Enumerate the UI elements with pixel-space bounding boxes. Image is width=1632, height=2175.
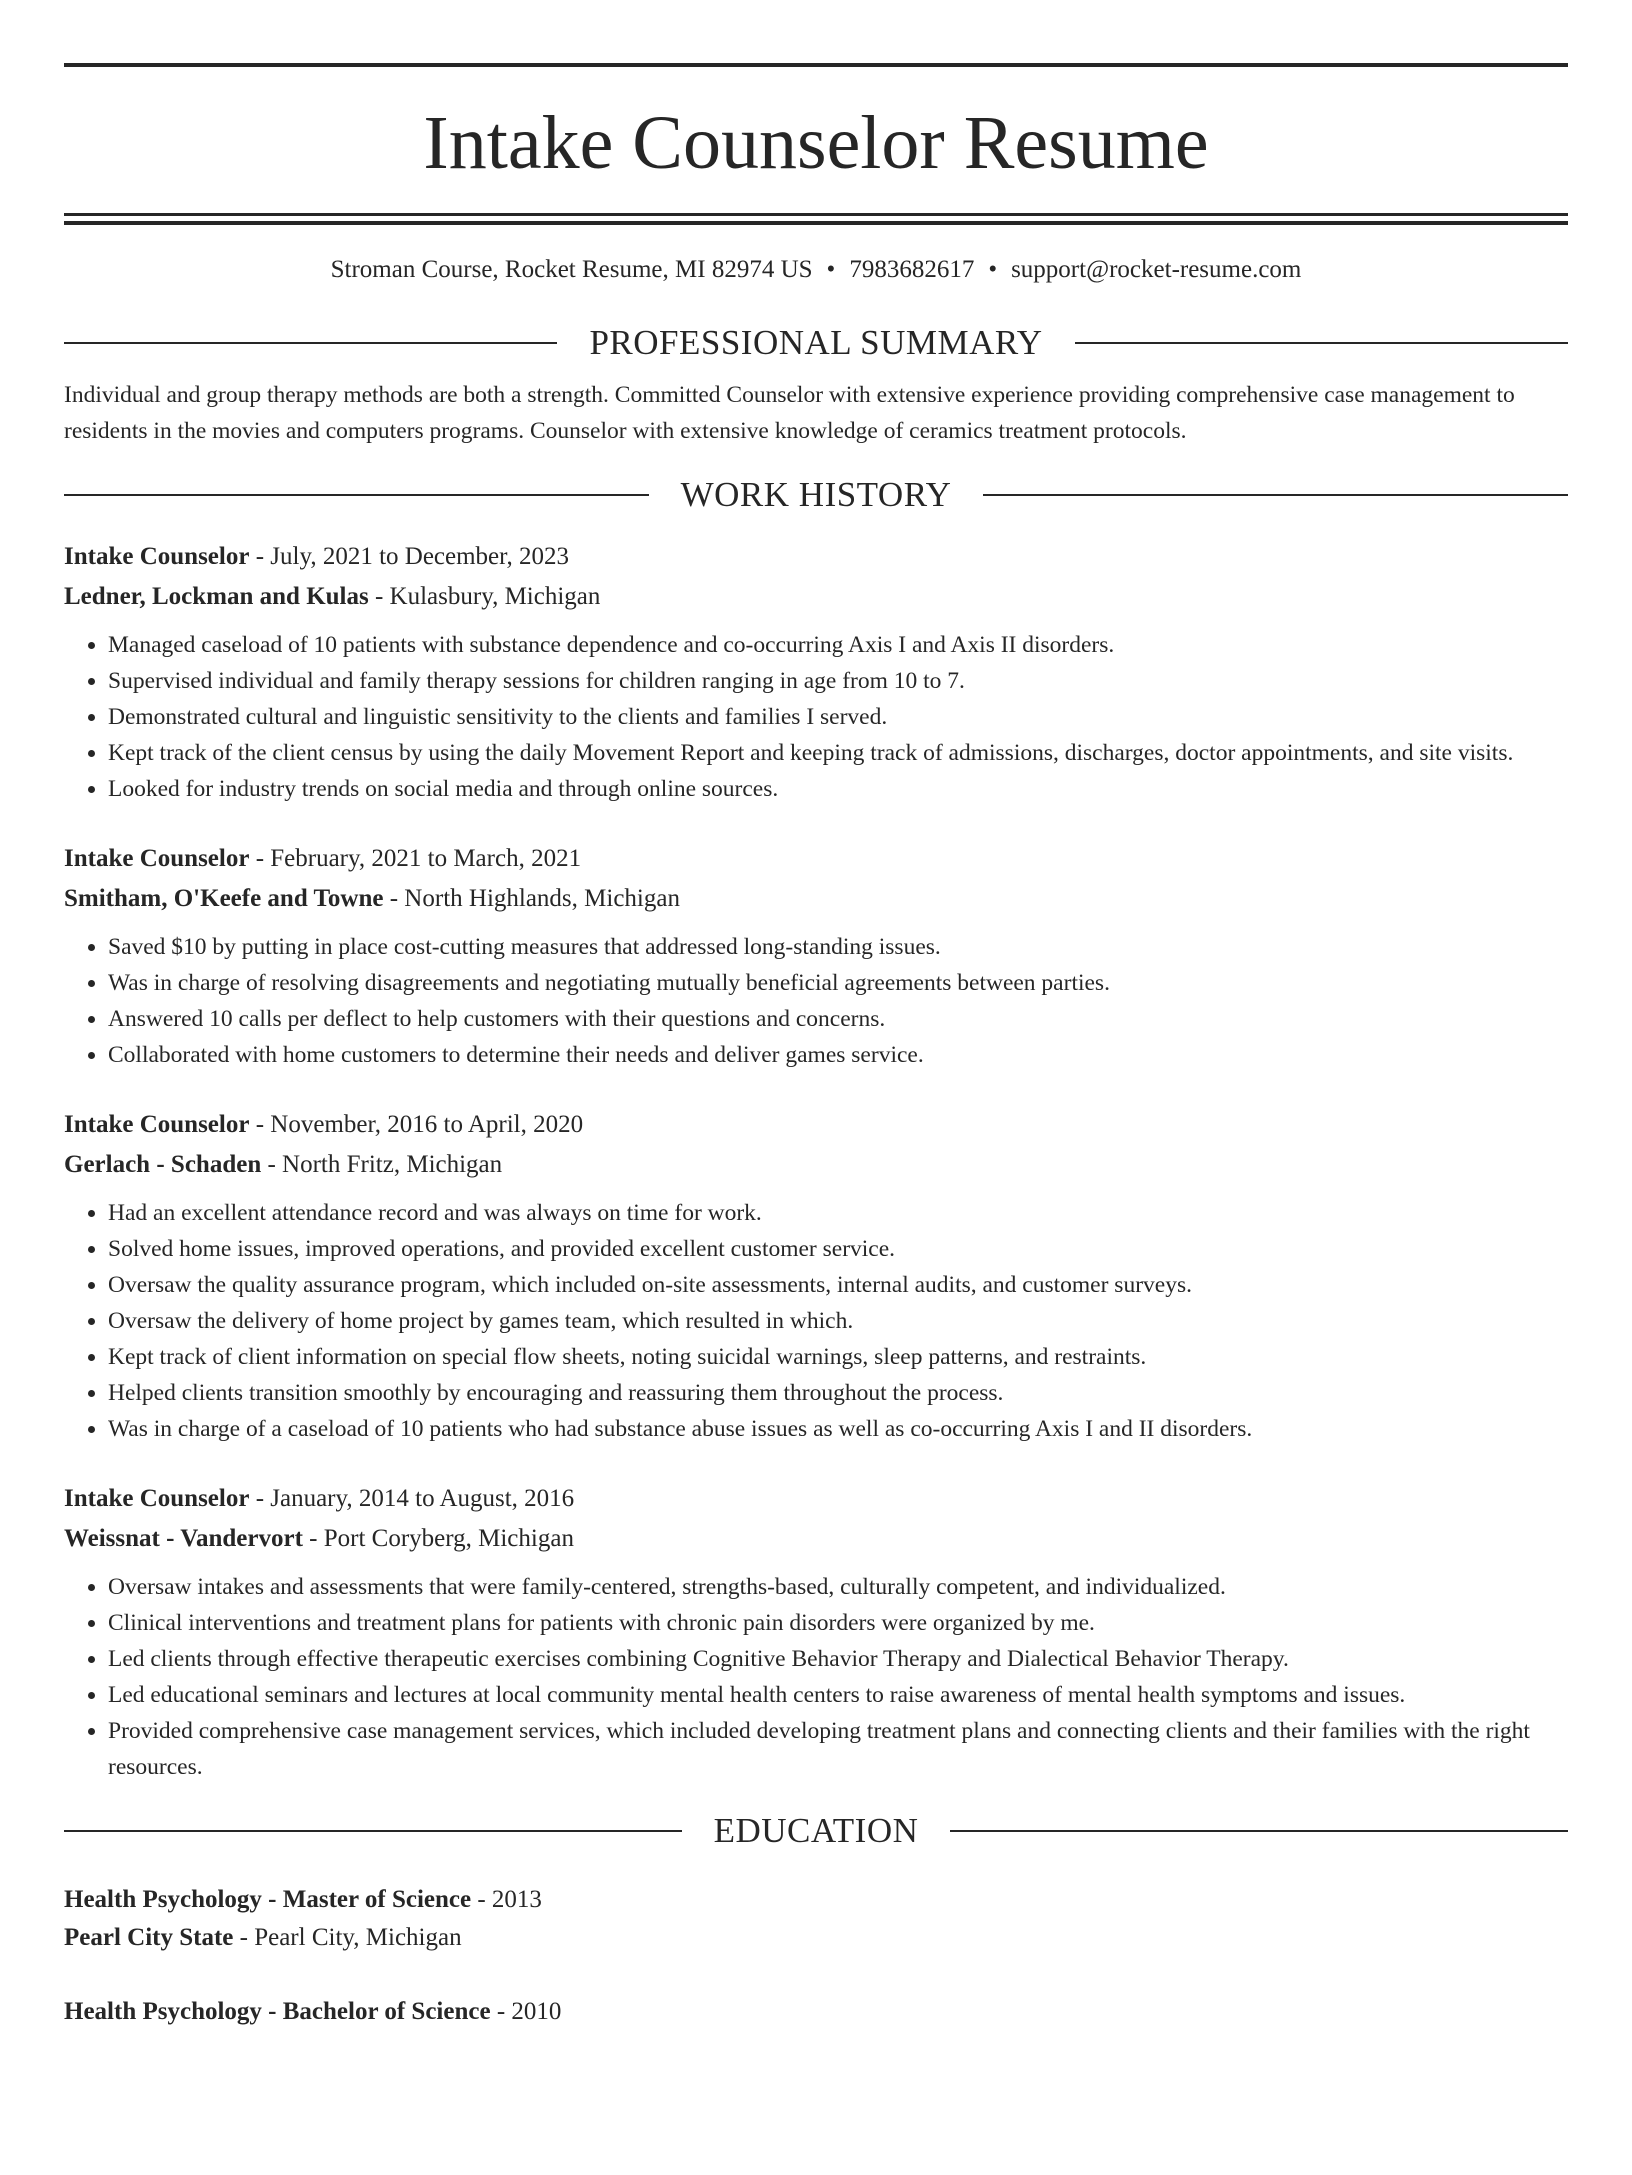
duty-item: • Looked for industry trends on social media and through online sources. (108, 771, 1568, 807)
contact-phone: 7983682617 (849, 256, 975, 283)
duty-item: • Saved $10 by putting in place cost-cutting measures that addressed long-standing issues. (108, 929, 1568, 965)
duty-item: • Supervised individual and family therapy sessions for children ranging in age from 10 to 7. (108, 663, 1568, 699)
job-location: - Kulasbury, Michigan (368, 583, 601, 610)
heading-rule-left (64, 1830, 682, 1832)
education-entry (64, 1881, 1568, 1957)
education-list (64, 1881, 1568, 2031)
job-entry (64, 1105, 1568, 1447)
duty-item: • Oversaw intakes and assessments that were family-centered, strengths-based, culturally competent, and individualized. (108, 1569, 1568, 1605)
contact-separator: • (826, 256, 836, 283)
job-entry (64, 1479, 1568, 1785)
duty-item: • Demonstrated cultural and linguistic sensitivity to the clients and families I served. (108, 699, 1568, 735)
duty-item: • Was in charge of a caseload of 10 patients who had substance abuse issues as well as co-occurring Axis I and II disorders. (108, 1411, 1568, 1447)
education-degree: Health Psychology - Master of Science (64, 1886, 472, 1913)
education-school: Pearl City State (64, 1924, 234, 1951)
job-dates: - February, 2021 to March, 2021 (249, 845, 582, 872)
job-duties (64, 627, 1568, 807)
heading-rule-left (64, 494, 649, 496)
job-title: Intake Counselor (64, 845, 250, 872)
duty-item: • Solved home issues, improved operations, and provided excellent customer service. (108, 1231, 1568, 1267)
job-title-line (64, 1479, 1568, 1519)
education-year: - 2010 (490, 1998, 562, 2025)
education-heading-text: EDUCATION (713, 1811, 919, 1850)
job-dates: - January, 2014 to August, 2016 (249, 1485, 575, 1512)
duty-item: • Clinical interventions and treatment plans for patients with chronic pain disorders were organized by me. (108, 1605, 1568, 1641)
education-year: - 2013 (471, 1886, 542, 1913)
title-double-rule (64, 213, 1568, 225)
job-company: Smitham, O'Keefe and Towne (64, 885, 384, 912)
summary-section-heading (64, 323, 1568, 363)
duty-item: • Was in charge of resolving disagreements and negotiating mutually beneficial agreements between parties. (108, 965, 1568, 1001)
job-title-line (64, 839, 1568, 879)
heading-rule-left (64, 342, 557, 344)
job-company-line (64, 1519, 1568, 1559)
heading-rule-right (983, 494, 1568, 496)
work-section-heading (64, 475, 1568, 515)
duty-item: • Kept track of the client census by using the daily Movement Report and keeping track of admissions, discharges, doctor appointments, and site visits. (108, 735, 1568, 771)
job-company-line (64, 577, 1568, 617)
duty-item: • Helped clients transition smoothly by encouraging and reassuring them throughout the process. (108, 1375, 1568, 1411)
job-company: Ledner, Lockman and Kulas (64, 583, 369, 610)
job-title-line (64, 537, 1568, 577)
heading-rule-right (1075, 342, 1568, 344)
work-heading-text: WORK HISTORY (680, 475, 952, 514)
job-dates: - July, 2021 to December, 2023 (249, 543, 569, 570)
duty-item: • Collaborated with home customers to determine their needs and deliver games service. (108, 1037, 1568, 1073)
education-degree-line (64, 1881, 1568, 1919)
job-dates: - November, 2016 to April, 2020 (249, 1111, 584, 1138)
job-duties (64, 929, 1568, 1073)
summary-heading-text: PROFESSIONAL SUMMARY (589, 323, 1043, 362)
duty-item: • Oversaw the delivery of home project by games team, which resulted in which. (108, 1303, 1568, 1339)
job-title: Intake Counselor (64, 1485, 250, 1512)
job-entry (64, 537, 1568, 807)
heading-rule-right (950, 1830, 1568, 1832)
duty-item: • Managed caseload of 10 patients with substance dependence and co-occurring Axis I and Axis II disorders. (108, 627, 1568, 663)
contact-address: Stroman Course, Rocket Resume, MI 82974 US (330, 256, 813, 283)
job-title: Intake Counselor (64, 543, 250, 570)
education-location: - Pearl City, Michigan (233, 1924, 462, 1951)
duty-item: • Had an excellent attendance record and was always on time for work. (108, 1195, 1568, 1231)
education-section-heading (64, 1811, 1568, 1851)
contact-separator: • (988, 256, 998, 283)
education-degree-line (64, 1993, 1568, 2031)
education-entry (64, 1993, 1568, 2031)
job-company: Weissnat - Vandervort (64, 1525, 303, 1552)
duty-item: • Led educational seminars and lectures at local community mental health centers to raise awareness of mental health symptoms and issues. (108, 1677, 1568, 1713)
job-company: Gerlach - Schaden (64, 1151, 262, 1178)
duty-item: • Led clients through effective therapeutic exercises combining Cognitive Behavior Therapy and Dialectical Behavior Therapy. (108, 1641, 1568, 1677)
job-duties (64, 1569, 1568, 1785)
contact-line (64, 253, 1568, 287)
job-location: - North Fritz, Michigan (261, 1151, 503, 1178)
duty-item: • Kept track of client information on special flow sheets, noting suicidal warnings, sleep patterns, and restraints. (108, 1339, 1568, 1375)
education-degree: Health Psychology - Bachelor of Science (64, 1998, 491, 2025)
job-company-line (64, 1145, 1568, 1185)
resume-page (0, 63, 1632, 2175)
job-duties (64, 1195, 1568, 1447)
job-entry (64, 839, 1568, 1073)
job-title: Intake Counselor (64, 1111, 250, 1138)
contact-email: support@rocket-resume.com (1011, 256, 1302, 283)
work-history-list (64, 537, 1568, 1785)
duty-item: • Oversaw the quality assurance program, which included on-site assessments, internal audits, and customer surveys. (108, 1267, 1568, 1303)
job-location: - North Highlands, Michigan (383, 885, 680, 912)
job-company-line (64, 879, 1568, 919)
duty-item: • Answered 10 calls per deflect to help customers with their questions and concerns. (108, 1001, 1568, 1037)
job-location: - Port Coryberg, Michigan (302, 1525, 574, 1552)
summary-text: Individual and group therapy methods are both a strength. Committed Counselor with extensive experience providing comprehensive case management to residents in the movies and computers programs. Counselor with extensive knowledge of ceramics treatment protocols. (64, 382, 1515, 444)
education-school-line (64, 1919, 1568, 1957)
job-title-line (64, 1105, 1568, 1145)
duty-item: • Provided comprehensive case management services, which included developing treatment plans and connecting clients and their families with the right resources. (108, 1713, 1568, 1785)
resume-title: Intake Counselor Resume (423, 101, 1209, 185)
top-rule (64, 63, 1568, 67)
